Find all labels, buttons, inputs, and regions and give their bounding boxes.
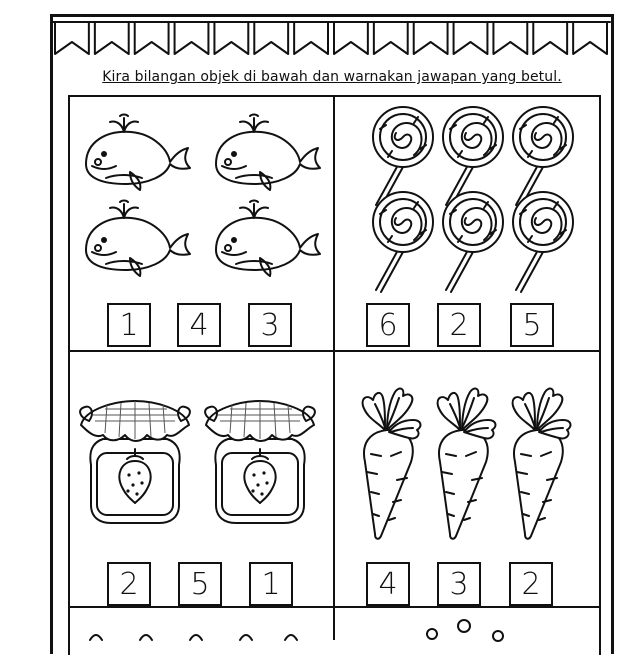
partial-row-icons: [80, 622, 320, 642]
jam-jar-icon: [200, 395, 320, 525]
grid-divider-horizontal: [68, 350, 601, 352]
partial-row-icons: [420, 612, 540, 642]
answer-box[interactable]: 1: [107, 303, 151, 347]
bunting-flag: [493, 22, 527, 54]
answer-box[interactable]: 2: [437, 303, 481, 347]
lollipop-icon: [368, 190, 438, 295]
whale-icon: [206, 198, 326, 283]
bunting-flag: [573, 22, 607, 54]
answer-box[interactable]: 2: [107, 562, 151, 606]
bunting-banner: [52, 18, 610, 68]
lollipop-icon: [508, 190, 578, 295]
bunting-flag: [374, 22, 408, 54]
answer-box[interactable]: 1: [249, 562, 293, 606]
grid-divider-horizontal: [68, 606, 601, 608]
whale-icon: [76, 198, 196, 283]
bunting-flag: [454, 22, 488, 54]
instruction-text: Kira bilangan objek di bawah dan warnakan jawapan yang betul.: [102, 69, 562, 85]
carrot-icon: [495, 380, 580, 540]
grid-divider-vertical: [333, 95, 335, 640]
whale-icon: [76, 112, 196, 197]
answer-box[interactable]: 4: [366, 562, 410, 606]
answer-box[interactable]: 4: [177, 303, 221, 347]
bunting-flag: [254, 22, 288, 54]
answer-box[interactable]: 3: [248, 303, 292, 347]
whale-icon: [206, 112, 326, 197]
bunting-flag: [135, 22, 169, 54]
answer-box[interactable]: 5: [178, 562, 222, 606]
bunting-flag: [55, 22, 89, 54]
bunting-flag: [175, 22, 209, 54]
bunting-flag: [334, 22, 368, 54]
answer-box[interactable]: 3: [437, 562, 481, 606]
bunting-flag: [533, 22, 567, 54]
answer-box[interactable]: 6: [366, 303, 410, 347]
bunting-flag: [414, 22, 448, 54]
bunting-flag: [95, 22, 129, 54]
carrot-icon: [420, 380, 505, 540]
bunting-flag: [294, 22, 328, 54]
carrot-icon: [345, 380, 430, 540]
bunting-flag: [214, 22, 248, 54]
lollipop-icon: [438, 190, 508, 295]
answer-box[interactable]: 2: [509, 562, 553, 606]
jam-jar-icon: [75, 395, 195, 525]
answer-box[interactable]: 5: [510, 303, 554, 347]
